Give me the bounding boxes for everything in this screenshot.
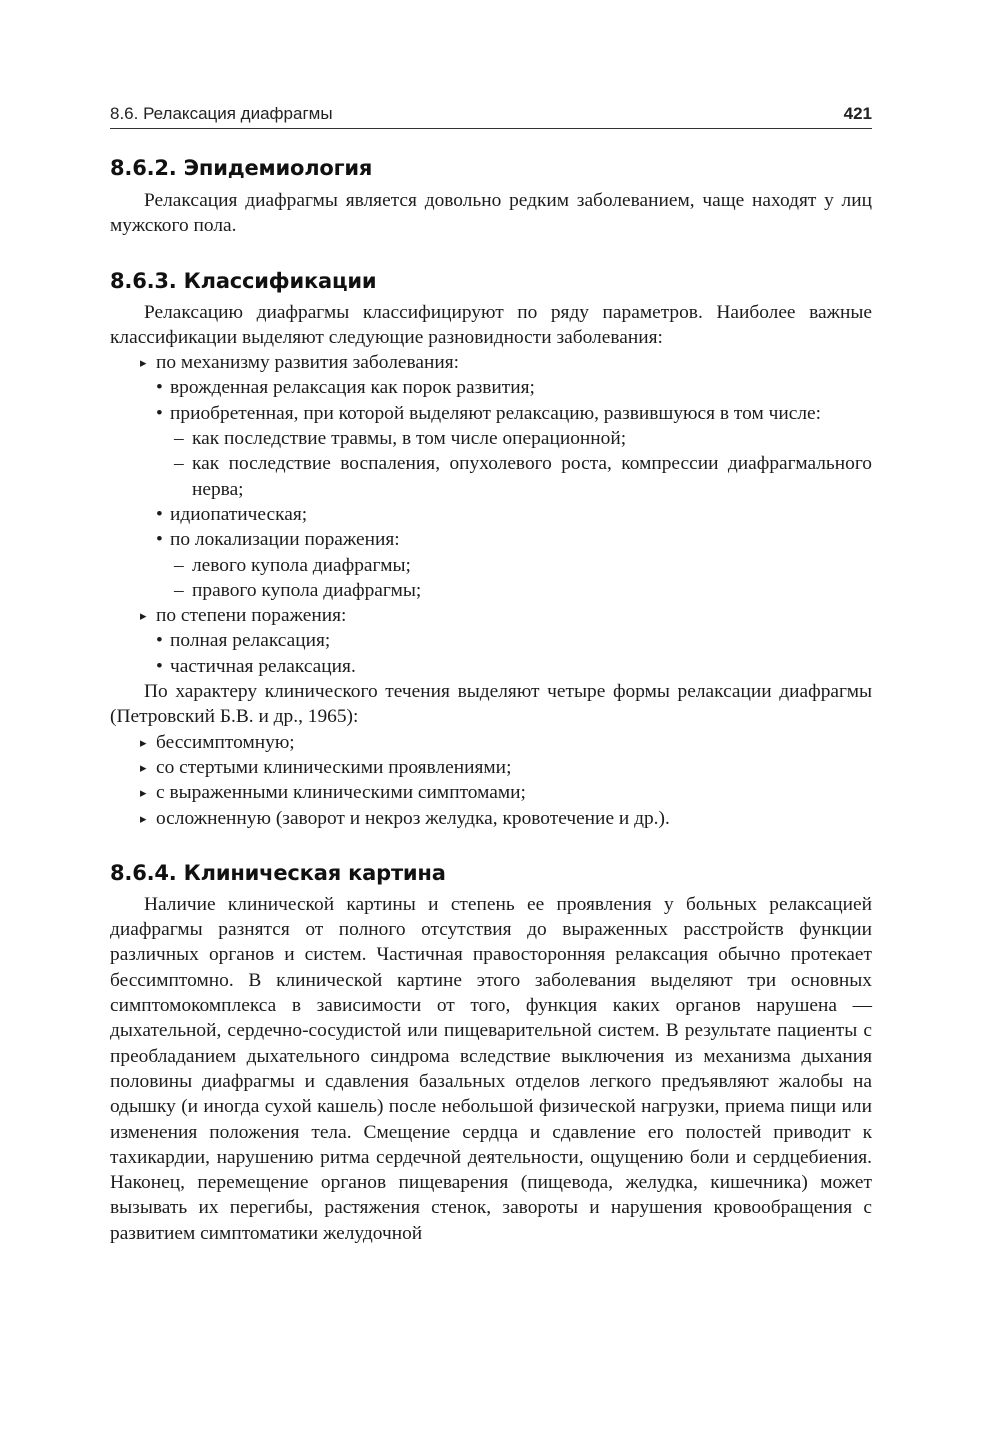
section-title-classification: 8.6.3. Классификации <box>110 268 377 293</box>
dot-bullet-icon: • <box>156 630 163 652</box>
dot-bullet-icon: • <box>156 655 163 677</box>
dot-bullet-icon: • <box>156 402 163 424</box>
triangle-bullet-icon: ▸ <box>140 759 147 775</box>
dot-bullet-icon: • <box>156 529 163 551</box>
section-title-clinical: 8.6.4. Клиническая картина <box>110 860 446 885</box>
running-title: 8.6. Релаксация диафрагмы <box>110 104 333 123</box>
book-page <box>110 104 872 1246</box>
list-item: • приобретенная, при которой выделяют релаксацию, развившуюся в том числе: <box>110 401 872 426</box>
list-item: – левого купола диафрагмы; <box>110 553 872 578</box>
list-item: ▸ с выраженными клиническими симптомами; <box>110 780 872 805</box>
list-item: • врожденная релаксация как порок развития; <box>110 375 872 400</box>
page-number: 421 <box>843 104 872 123</box>
list-item: ▸ бессимптомную; <box>110 730 872 755</box>
list-item: • идиопатическая; <box>110 502 872 527</box>
dash-bullet-icon: – <box>174 579 184 601</box>
course-intro: По характеру клинического течения выделяют четыре формы релаксации диафрагмы (Петровский Б.В. и др., 1965): <box>110 681 872 728</box>
list-item: ▸ осложненную (заворот и некроз желудка, кровотечение и др.). <box>110 806 872 831</box>
section-title-epidemiology: 8.6.2. Эпидемиология <box>110 156 373 180</box>
list-item: – правого купола диафрагмы; <box>110 578 872 603</box>
list-item: ▸ по механизму развития заболевания: <box>110 350 872 375</box>
dot-bullet-icon: • <box>156 377 163 399</box>
triangle-bullet-icon: ▸ <box>140 810 147 826</box>
triangle-bullet-icon: ▸ <box>140 785 147 801</box>
list-item: • частичная релаксация. <box>110 654 872 679</box>
classification-body <box>110 300 872 831</box>
list-item: – как последствие воспаления, опухолевого роста, компрессии диафрагмального нерва; <box>110 451 872 502</box>
list-item: ▸ со стертыми клиническими проявлениями; <box>110 755 872 780</box>
list-item: ▸ по степени поражения: <box>110 603 872 628</box>
dash-bullet-icon: – <box>174 554 184 576</box>
triangle-bullet-icon: ▸ <box>140 355 147 371</box>
classification-intro: Релаксацию диафрагмы классифицируют по ряду параметров. Наиболее важные классификации выделяют следующие разновидности заболевания: <box>110 301 872 348</box>
dash-bullet-icon: – <box>174 428 184 450</box>
triangle-bullet-icon: ▸ <box>140 734 147 750</box>
list-item: • полная релаксация; <box>110 628 872 653</box>
dash-bullet-icon: – <box>174 453 184 475</box>
list-item: • по локализации поражения: <box>110 527 872 552</box>
epidemiology-paragraph: Релаксация диафрагмы является довольно редким заболеванием, чаще находят у лиц мужского пола. <box>110 190 872 237</box>
dot-bullet-icon: • <box>156 503 163 525</box>
triangle-bullet-icon: ▸ <box>140 608 147 624</box>
list-item: – как последствие травмы, в том числе операционной; <box>110 426 872 451</box>
clinical-paragraph: Наличие клинической картины и степень ее проявления у больных релаксацией диафрагмы разнятся от полного отсутствия до выраженных расстройств функции различных органов и систем. Частичная правосторонняя релаксация обычно протекает бессимптомно. В клинической картине этого заболевания выделяют три основных симптомокомплекса в зависимости от того, функция каких органов нарушена — дыхательной, сердечно-сосудистой или пищеварительной систем. В результате пациенты с преобладанием дыхательного синдрома вследствие выключения из механизма дыхания половины диафрагмы и сдавления базальных отделов легкого предъявляют жалобы на одышку (и иногда сухой кашель) после небольшой физической нагрузки, приема пищи или изменения положения тела. Смещение сердца и сдавление его полостей приводит к тахикардии, нарушению ритма сердечной деятельности, ощущению боли и сердцебиения. Наконец, перемещение органов пищеварения (пищевода, желудка, кишечника) может вызывать их перегибы, растяжения стенок, завороты и нарушения кровообращения с развитием симптоматики желудочной <box>110 893 872 1244</box>
running-header <box>110 104 872 129</box>
